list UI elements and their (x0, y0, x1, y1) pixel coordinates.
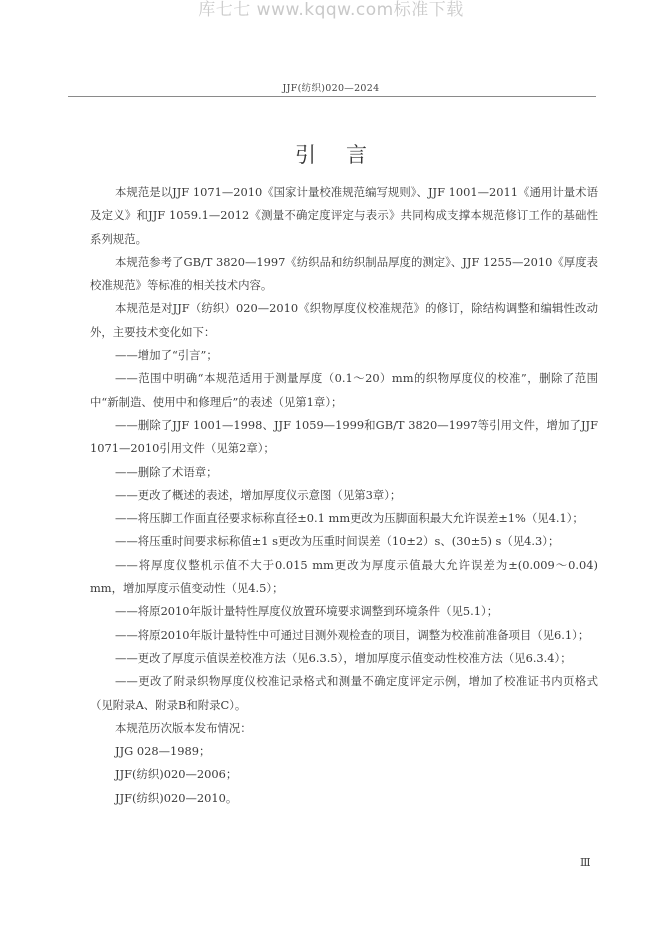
paragraph-basis: 本规范是以JJF 1071—2010《国家计量校准规范编写规则》、JJF 1001—2011《通用计量术语及定义》和JJF 1059.1—2012《测量不确定度评定与表示》共同构成支撑本规范修订工作的基础性系列规范。 (90, 185, 598, 246)
change-item: ——将压重时间要求标称值±1 s更改为压重时间误差（10±2）s、(30±5) s（见4.3）； (115, 534, 560, 549)
watermark: 库七七 www.kqqw.com标准下载 (198, 0, 464, 20)
change-item: ——删除了术语章； (115, 464, 218, 479)
change-item: ——将厚度仪整机示值不大于0.015 mm更改为厚度示值最大允许误差为±(0.009～0.04) mm，增加厚度示值变动性（见4.5）； (90, 557, 598, 596)
history-item: JJF(纺织)020—2010。 (115, 790, 238, 805)
change-item: ——范围中明确“本规范适用于测量厚度（0.1～20）mm的织物厚度仪的校准”，删除了范围中“新制造、使用中和修理后”的表述（见第1章）； (90, 371, 598, 409)
change-item: ——增加了“引言”； (115, 348, 218, 363)
change-item: ——更改了附录织物厚度仪校准记录格式和测量不确定度评定示例，增加了校准证书内页格式（见附录A、附录B和附录C）。 (90, 674, 598, 712)
header-divider (68, 96, 596, 97)
change-item: ——将原2010年版计量特性厚度仪放置环境要求调整到环境条件（见5.1）； (115, 604, 499, 619)
paragraph-revision-intro: 本规范是对JJF（纺织）020—2010《织物厚度仪校准规范》的修订，除结构调整和编辑性改动外，主要技术变化如下： (90, 301, 598, 339)
change-item: ——删除了JJF 1001—1998、JJF 1059—1999和GB/T 3820—1997等引用文件，增加了JJF 1071—2010引用文件（见第2章）； (90, 417, 598, 456)
change-item: ——更改了概述的表述，增加厚度仪示意图（见第3章）； (115, 487, 402, 502)
paragraph-references: 本规范参考了GB/T 3820—1997《纺织品和纺织制品厚度的测定》、JJF 1255—2010《厚度表校准规范》等标准的相关技术内容。 (90, 254, 598, 293)
running-header: JJF(纺织)020—2024 (282, 83, 380, 94)
page-number: Ⅲ (580, 856, 591, 869)
history-item: JJF(纺织)020—2006； (115, 767, 238, 782)
body-text (90, 181, 598, 810)
change-item: ——将原2010年版计量特性中可通过目测外观检查的项目，调整为校准前准备项目（见6.1）； (115, 627, 590, 642)
section-title: 引言 (295, 143, 397, 167)
history-item: JJG 028—1989； (115, 744, 211, 759)
paragraph-history-intro: 本规范历次版本发布情况： (115, 720, 252, 735)
change-item: ——更改了厚度示值误差校准方法（见6.3.5），增加厚度示值变动性校准方法（见6.3.4）； (115, 650, 572, 665)
change-item: ——将压脚工作面直径要求标称直径±0.1 mm更改为压脚面积最大允许误差±1%（见4.1）； (115, 511, 584, 526)
